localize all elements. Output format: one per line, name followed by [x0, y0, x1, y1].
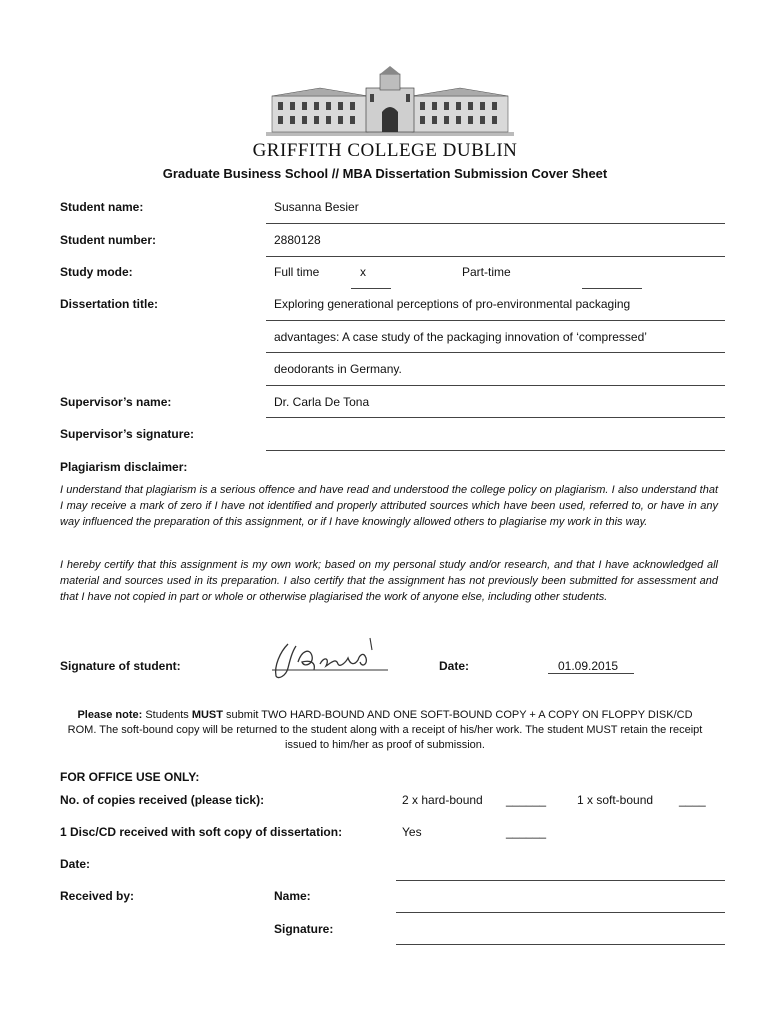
student-number-label: Student number: [60, 233, 156, 247]
plagiarism-heading: Plagiarism disclaimer: [60, 460, 188, 474]
plagiarism-paragraph-1: I understand that plagiarism is a serious offence and have read and understood the college policy on plagiarism. I also understand that I may receive a mark of zero if I have not identified and properly attributed sources which have been used, referred to, or have in any way influenced the preparation of this assignment, or if I have knowingly allowed others to plagiarise my work in this way. [60, 484, 718, 528]
hard-bound-blank: ______ [506, 793, 547, 807]
part-time-blank-line [582, 288, 642, 289]
supervisor-name-line [266, 417, 725, 418]
student-name-line [266, 223, 725, 224]
received-signature-label: Signature: [274, 922, 334, 936]
student-number-line [266, 256, 725, 257]
please-note-text-a: Students [142, 709, 192, 721]
study-mode-label: Study mode: [60, 265, 133, 279]
supervisor-signature-line [266, 450, 725, 451]
handwritten-signature [266, 632, 390, 680]
disc-yes-blank: ______ [506, 825, 547, 839]
college-name: GRIFFITH COLLEGE DUBLIN [252, 140, 518, 161]
received-signature-line [396, 944, 725, 945]
please-note-must: MUST [191, 709, 223, 721]
signature-date-value: 01.09.2015 [558, 659, 619, 673]
please-note-text-b: submit TWO HARD-BOUND AND ONE SOFT-BOUND COPY + A COPY ON FLOPPY DISK/CD ROM. The soft-bound copy will be returned to the student along with a receipt of his/her work. The student MUST retain the receipt issued to him/her as proof of submission. [67, 709, 703, 751]
student-number-value: 2880128 [274, 233, 321, 247]
part-time-option: Part-time [462, 265, 511, 279]
dissertation-line-2 [266, 352, 725, 353]
dissertation-title-line3: deodorants in Germany. [274, 362, 402, 376]
copies-received-label: No. of copies received (please tick): [60, 793, 265, 807]
please-note-prefix: Please note: [77, 709, 143, 721]
supervisor-signature-label: Supervisor’s signature: [60, 427, 195, 441]
student-signature [266, 632, 390, 680]
received-name-line [396, 912, 725, 913]
office-date-label: Date: [60, 857, 91, 871]
dissertation-title-label: Dissertation title: [60, 297, 159, 311]
supervisor-name-label: Supervisor’s name: [60, 395, 172, 409]
hard-bound-option: 2 x hard-bound [402, 793, 483, 807]
student-name-label: Student name: [60, 200, 144, 214]
full-time-option: Full time [274, 265, 320, 279]
signature-date-line [548, 673, 634, 674]
dissertation-title-line2: advantages: A case study of the packaging innovation of ‘compressed’ [274, 330, 647, 344]
soft-bound-option: 1 x soft-bound [577, 793, 654, 807]
signature-date-label: Date: [439, 659, 470, 673]
received-name-label: Name: [274, 889, 311, 903]
college-logo [262, 66, 518, 140]
plagiarism-paragraph-2: I hereby certify that this assignment is my own work; based on my personal study and/or research, and that I have acknowledged all material and sources used in its preparation. I also certify that the assignment has not previously been submitted for assessment and that I have not copied in part or whole or otherwise plagiarised the work of anyone else, including other students. [60, 559, 718, 603]
received-by-label: Received by: [60, 889, 135, 903]
dissertation-line-3 [266, 385, 725, 386]
please-note [62, 708, 708, 753]
disc-yes-option: Yes [402, 825, 422, 839]
full-time-mark: x [360, 265, 366, 279]
office-date-line [396, 880, 725, 881]
student-signature-label: Signature of student: [60, 659, 181, 673]
full-time-blank-line [351, 288, 391, 289]
dissertation-title-line1: Exploring generational perceptions of pro-environmental packaging [274, 297, 631, 311]
supervisor-name-value: Dr. Carla De Tona [274, 395, 370, 409]
college-building-illustration [262, 66, 518, 140]
disc-received-label: 1 Disc/CD received with soft copy of dissertation: [60, 825, 343, 839]
student-name-value: Susanna Besier [274, 200, 359, 214]
dissertation-line-1 [266, 320, 725, 321]
office-use-heading: FOR OFFICE USE ONLY: [60, 770, 200, 784]
soft-bound-blank: ____ [679, 793, 706, 807]
page-title: Graduate Business School // MBA Dissertation Submission Cover Sheet [162, 166, 608, 181]
